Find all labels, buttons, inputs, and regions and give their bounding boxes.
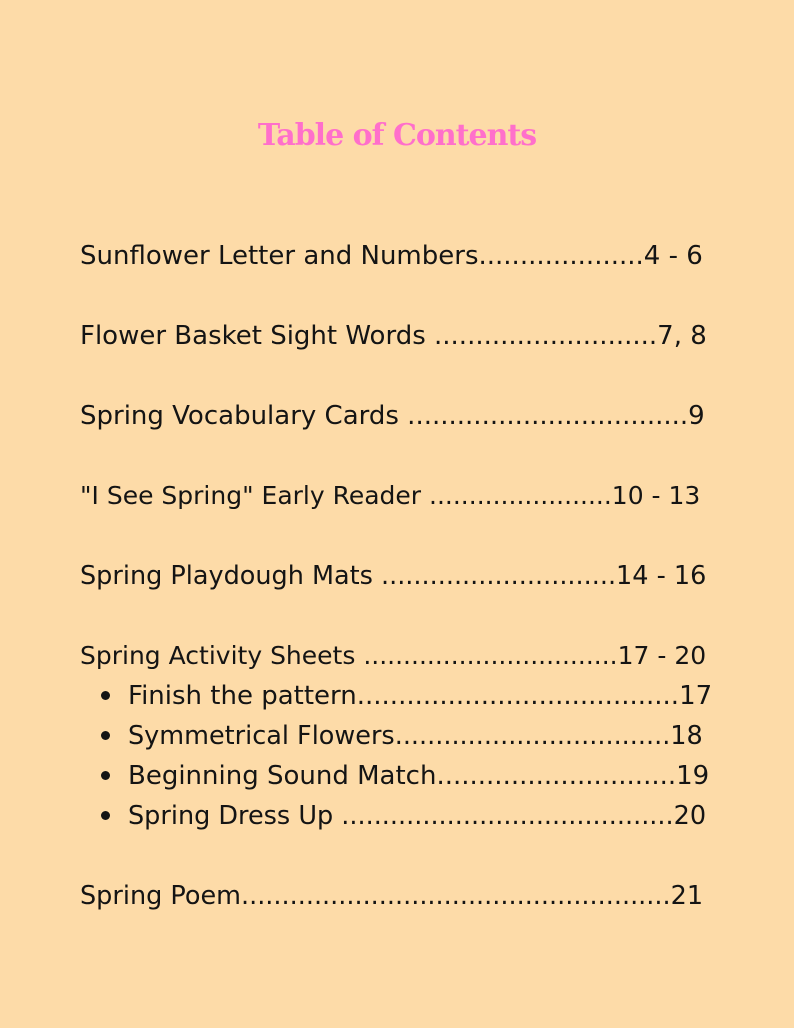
toc-sub-entry: Spring Dress Up .........................................20 xyxy=(128,801,707,831)
toc-entry: Spring Playdough Mats .............................14 - 16 xyxy=(80,561,707,591)
page-title: Table of Contents xyxy=(257,118,537,153)
toc-sub-entry: Symmetrical Flowers..................................18 xyxy=(128,721,703,751)
bullet-icon xyxy=(101,691,110,700)
toc-entry: Flower Basket Sight Words ...........................7, 8 xyxy=(80,321,707,351)
bullet-icon xyxy=(101,731,110,740)
toc-sub-entry: Finish the pattern.......................................17 xyxy=(128,681,713,711)
toc-entry: Spring Vocabulary Cards ..................................9 xyxy=(80,401,705,431)
toc-sub-entry: Beginning Sound Match.............................19 xyxy=(128,761,710,791)
bullet-icon xyxy=(101,811,110,820)
toc-entry: Sunflower Letter and Numbers....................4 - 6 xyxy=(80,241,703,271)
toc-entry: Spring Activity Sheets ................................17 - 20 xyxy=(80,641,707,670)
bullet-icon xyxy=(101,771,110,780)
toc-entry: "I See Spring" Early Reader .......................10 - 13 xyxy=(80,481,701,510)
toc-entry: Spring Poem.....................................................21 xyxy=(80,881,704,911)
